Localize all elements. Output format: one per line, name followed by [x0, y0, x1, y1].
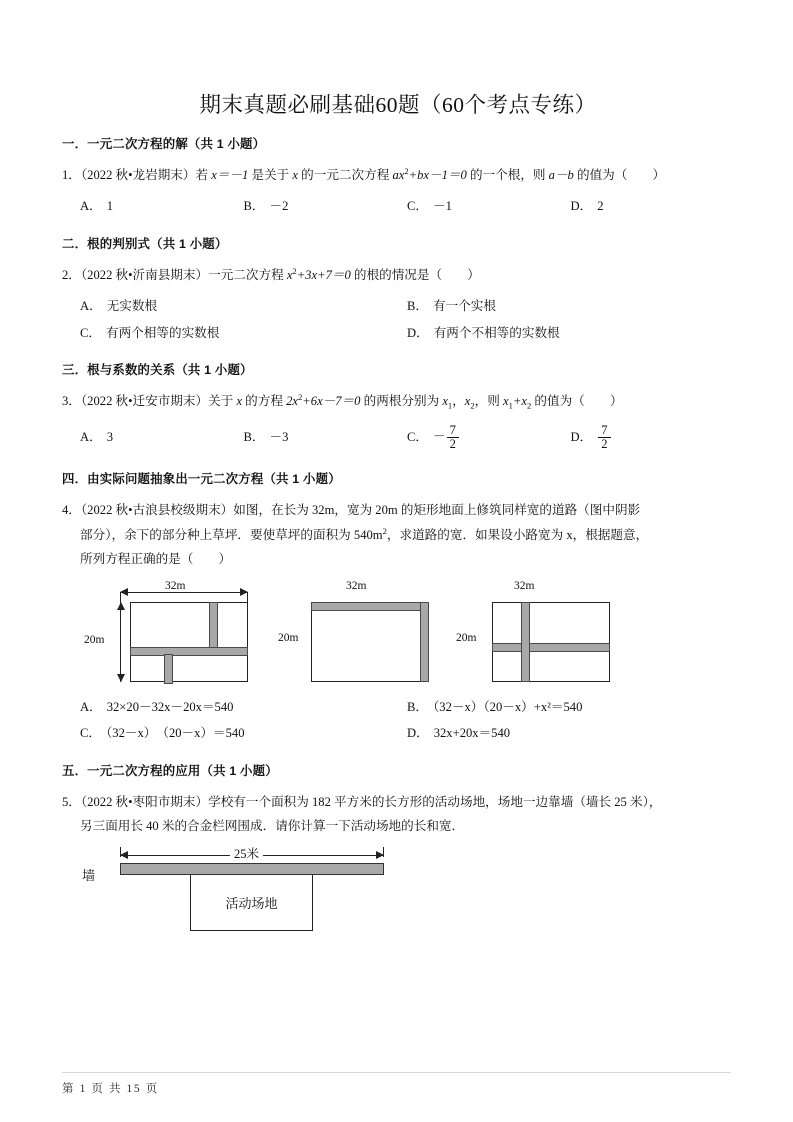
question-3-option-a[interactable]	[80, 429, 244, 445]
question-4-option-b[interactable]	[407, 694, 734, 720]
question-5-line1: 学校有一个面积为 182 平方米的长方形的活动场地，场地一边靠墙（墙长 25 米），	[208, 794, 662, 809]
figure-3-height-label: 20m	[456, 631, 477, 644]
page-footer: 第 1 页 共 15 页	[62, 1083, 159, 1095]
vertical-road-upper	[209, 602, 218, 648]
question-4-area-exponent: 2	[382, 525, 387, 536]
option-label: D．	[570, 199, 593, 214]
question-2-options-row-1	[62, 293, 734, 319]
option-value: －1	[433, 199, 452, 214]
question-3-sum-a: x	[503, 394, 509, 409]
option-label: C．	[80, 726, 101, 741]
section-heading-5: 五．一元二次方程的应用（共 1 小题）	[62, 763, 278, 778]
question-1-eq3: a－b	[548, 167, 574, 182]
question-2-eq-exponent: 2	[292, 265, 297, 276]
figure-roads-top-right	[278, 580, 430, 684]
question-3-root1: x	[442, 394, 448, 409]
question-3-eq-a: 2x	[286, 394, 298, 409]
option-value: 3	[106, 430, 113, 445]
figure-1-width-label: 32m	[162, 580, 188, 592]
option-label: B．	[407, 299, 428, 314]
question-1-eq2-exponent: 2	[404, 165, 409, 176]
question-2-eq-a: x	[286, 267, 293, 282]
question-4-options-row-2	[62, 720, 734, 746]
question-2-text-b: 的根的情况是（ ）	[350, 267, 480, 282]
vertical-road-right	[420, 602, 429, 682]
question-2-eq-b: +3x+7＝0	[296, 267, 351, 282]
question-1-option-d[interactable]	[571, 193, 735, 219]
option-value: 32x+20x＝540	[433, 726, 511, 741]
activity-field-label: 活动场地	[225, 895, 278, 911]
option-label: A．	[80, 699, 102, 714]
question-3-root2-subscript: 2	[470, 400, 475, 411]
option-value: －2	[269, 199, 289, 214]
horizontal-road-top	[311, 602, 429, 611]
dimension-tick	[120, 847, 121, 857]
question-1-text-c: 的一元二次方程	[298, 167, 393, 182]
question-5-number: 5．	[62, 794, 81, 809]
question-4-option-a[interactable]	[80, 694, 407, 720]
question-1-eq2a: ax	[392, 167, 405, 182]
option-label: B．	[407, 699, 428, 714]
width-dimension-arrow-1	[120, 592, 248, 593]
question-1-eq2b: +bx－1＝0	[408, 167, 467, 182]
question-3-source: （2022 秋•迁安市期末）	[80, 394, 209, 409]
option-label: C．	[407, 429, 428, 444]
option-label: B．	[243, 430, 265, 445]
question-3-option-c[interactable]	[407, 424, 571, 451]
section-heading-3: 三．根与系数的关系（共 1 小题）	[62, 363, 253, 378]
question-3-var-x: x	[236, 394, 243, 409]
wall-bar	[120, 863, 384, 875]
option-label: A．	[80, 299, 102, 314]
question-1-option-b[interactable]	[244, 193, 408, 219]
option-value: （32－x）（20－x）+x²＝540	[433, 699, 583, 714]
option-value: 32×20－32x－20x＝540	[106, 699, 234, 714]
section-heading-4: 四．由实际问题抽象出一元二次方程（共 1 小题）	[62, 472, 341, 487]
option-value: 无实数根	[106, 299, 158, 314]
length-label: 25米	[230, 844, 263, 862]
question-1-text-b: 是关于	[248, 167, 293, 182]
question-4-line3: 所列方程正确的是（ ）	[80, 552, 232, 567]
question-3-eq-exponent: 2	[298, 392, 303, 403]
question-1-text-d: 的一个根，则	[466, 167, 549, 182]
question-1-text-e: 的值为（ ）	[573, 167, 666, 182]
option-label: D．	[407, 726, 429, 741]
question-4-number: 4．	[62, 503, 81, 518]
question-3-eq-b: +6x－7＝0	[302, 394, 361, 409]
horizontal-road	[130, 647, 248, 656]
question-1-option-c[interactable]	[407, 193, 571, 219]
option-value: 2	[597, 199, 604, 214]
question-2-option-a[interactable]	[80, 293, 407, 319]
question-3-sum-a-subscript: 1	[508, 400, 513, 411]
question-3-comma: ，	[452, 394, 465, 409]
wall-label: 墙	[82, 867, 96, 883]
page-content	[62, 92, 734, 955]
question-3-options	[62, 420, 734, 455]
figure-3-rectangle	[492, 602, 610, 682]
option-label: A．	[80, 199, 102, 214]
question-2	[62, 263, 734, 288]
fraction-denominator: 2	[598, 437, 610, 451]
horizontal-road-middle	[492, 643, 610, 652]
figure-roads-t-shape	[82, 580, 252, 684]
option-label: D．	[407, 325, 429, 340]
question-4-line2-a: 部分），余下的部分种上草坪．要使草坪的面积为 540m	[80, 527, 383, 542]
option-value: （32－x） （20－x）＝540	[106, 726, 245, 741]
figure-1-rectangle	[130, 602, 248, 682]
vertical-road-middle	[521, 602, 530, 682]
option-label: C．	[407, 199, 428, 214]
question-4-line1: 如图，在长为 32m，宽为 20m 的矩形地面上修筑同样宽的道路（图中阴影	[233, 503, 641, 518]
option-label: B．	[243, 199, 265, 214]
fraction-denominator: 2	[447, 437, 459, 451]
question-1-number: 1．	[62, 167, 81, 182]
fraction-seven-halves	[598, 424, 610, 451]
question-2-options-row-2	[62, 320, 734, 346]
dimension-tick	[383, 847, 384, 857]
question-1-source: （2022 秋•龙岩期末）	[80, 167, 196, 182]
question-4-option-c[interactable]	[80, 720, 407, 746]
question-2-option-b[interactable]	[407, 293, 734, 319]
question-1-text-a: 若	[195, 167, 212, 182]
question-4-figures	[62, 580, 734, 684]
vertical-road-lower	[164, 654, 173, 684]
question-1-option-a[interactable]	[80, 193, 244, 219]
option-label: C．	[80, 325, 101, 340]
question-3-text-e: 的值为（ ）	[531, 394, 623, 409]
page-title: 期末真题必刷基础60题（60个考点专练）	[199, 93, 597, 117]
question-3-root2: x	[464, 394, 471, 409]
question-2-option-d[interactable]	[407, 320, 734, 346]
question-1	[62, 163, 734, 188]
question-3-text-b: 的方程	[242, 394, 287, 409]
activity-field-box	[190, 875, 313, 931]
question-4-options-row-1	[62, 694, 734, 720]
question-5-source: （2022 秋•枣阳市期末）	[80, 794, 209, 809]
question-3-sum-plus: +x	[512, 394, 527, 409]
question-5-line2: 另三面用长 40 米的合金栏网围成．请你计算一下活动场地的长和宽．	[80, 819, 465, 834]
question-4	[62, 498, 734, 572]
option-label: A．	[80, 430, 102, 445]
figure-3-width-label: 32m	[514, 579, 535, 592]
fraction-seven-halves-negative	[447, 424, 459, 451]
figure-2-rectangle	[311, 602, 429, 682]
question-1-eq1: x＝－1	[211, 167, 249, 182]
figure-1-height-label: 20m	[84, 633, 105, 646]
question-5	[62, 790, 734, 839]
question-2-option-c[interactable]	[80, 320, 407, 346]
fraction-numerator: 7	[601, 422, 608, 437]
dimension-tick	[120, 592, 121, 604]
question-4-source: （2022 秋•古浪县校级期末）	[80, 503, 234, 518]
question-4-line2-b: ，求道路的宽．如果设小路宽为 x，根据题意，	[386, 527, 649, 542]
option-value: 有两个不相等的实数根	[433, 325, 560, 340]
minus-sign: －	[433, 429, 446, 444]
figure-roads-cross	[456, 580, 616, 684]
option-value: 有一个实根	[433, 299, 496, 314]
question-1-var-x: x	[292, 167, 298, 182]
question-3	[62, 389, 734, 414]
fraction-numerator: 7	[449, 422, 456, 437]
question-3-text-a: 关于	[208, 394, 237, 409]
option-label: D．	[570, 429, 593, 444]
question-3-root1-subscript: 1	[447, 400, 453, 411]
height-dimension-arrow-1	[120, 602, 121, 682]
question-4-option-d[interactable]	[407, 720, 734, 746]
question-3-option-d[interactable]	[571, 424, 735, 451]
section-heading-1: 一．一元二次方程的解（共 1 小题）	[62, 136, 266, 151]
option-value: 1	[106, 199, 113, 214]
question-3-sum-b-subscript: 2	[526, 400, 532, 411]
option-value: 有两个相等的实数根	[106, 325, 220, 340]
question-1-options	[62, 193, 734, 219]
figure-wall-field	[62, 845, 734, 955]
question-2-number: 2．	[62, 267, 81, 282]
figure-2-width-label: 32m	[346, 579, 367, 592]
question-2-source: （2022 秋•沂南县期末）	[80, 267, 209, 282]
option-value: －3	[269, 430, 289, 445]
figure-2-height-label: 20m	[278, 631, 299, 644]
question-3-text-c: 的两根分别为	[360, 394, 443, 409]
question-3-text-d: ，则	[474, 394, 503, 409]
question-3-option-b[interactable]	[244, 429, 408, 445]
footer-divider	[62, 1072, 731, 1073]
section-heading-2: 二．根的判别式（共 1 小题）	[62, 236, 228, 251]
question-3-number: 3．	[62, 394, 81, 409]
question-2-text-a: 一元二次方程	[208, 267, 287, 282]
